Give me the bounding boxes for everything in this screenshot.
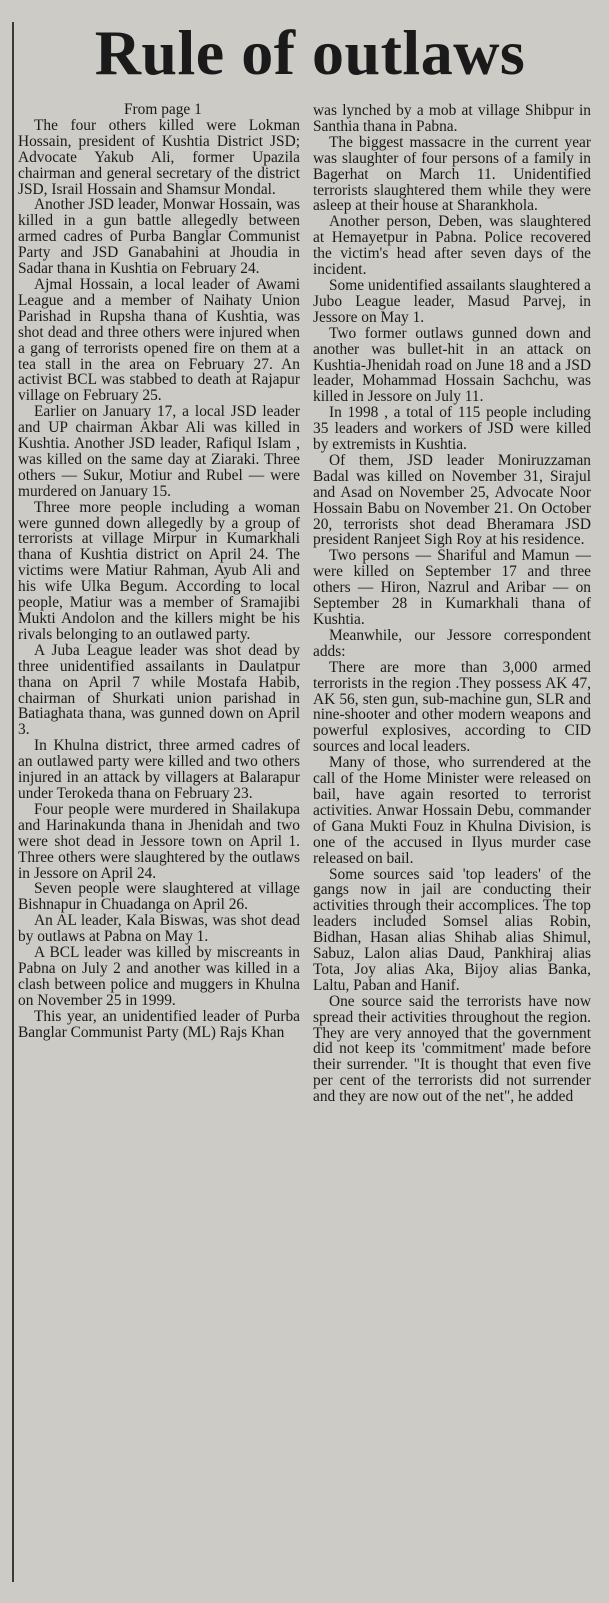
paragraph: The biggest massacre in the current year was slaughter of four persons of a family in Bagerhat on March 11. Unidentified terrorists slaughtered them while they were asleep at their house at Sharankhola.	[313, 133, 591, 215]
paragraph: Some unidentified assailants slaughtered a Jubo League leader, Masud Parvej, in Jessore on May 1.	[313, 276, 591, 326]
paragraph: Earlier on January 17, a local JSD leader and UP chairman Akbar Ali was killed in Kushtia. Another JSD leader, Rafiqul Islam , was killed on the same day at Ziaraki. Three others — Sukur, Motiur and Rubel — were murdered on January 15.	[18, 403, 300, 500]
left-column	[18, 102, 300, 1597]
paragraph: Of them, JSD leader Moniruzzaman Badal was killed on November 31, Sirajul and Asad on November 25, Advocate Noor Hossain Babu on November 21. On October 20, terrorists shot dead Bheramara JSD president Ranjeet Sigh Roy at his residence.	[313, 451, 591, 549]
paragraph: One source said the terrorists have now spread their activities throughout the region. They are very annoyed that the government did not keep its 'commitment' made before their surrender. "It is thought that even five per cent of the terrorists did not surrender and they are now out of the net", he added	[313, 992, 591, 1106]
paragraph: Two former outlaws gunned down and another was bullet-hit in an attack on Kushtia-Jhenidah road on June 18 and a JSD leader, Mohammad Hossain Sachchu, was killed in Jessore on July 11.	[313, 324, 591, 406]
paragraph: There are more than 3,000 armed terrorists in the region .They possess AK 47, AK 56, sten gun, sub-machine gun, SLR and nine-shooter and other modern weapons and powerful explosives, according to CID sources and local leaders.	[313, 658, 591, 756]
paragraph: Another JSD leader, Monwar Hossain, was killed in a gun battle allegedly between armed cadres of Purba Banglar Communist Party and JSD Ganabahini at Jhoudia in Sadar thana in Kushtia on February 24.	[18, 196, 300, 278]
paragraph: Some sources said 'top leaders' of the gangs now in jail are conducting their activities through their accomplices. The top leaders included Somsel alias Robin, Bidhan, Hasan alias Shihab alias Shimul, Sabuz, Lalon alias Daud, Pankhiraj alias Tota, Joy alias Aka, Bijoy alias Banka, Laltu, Paban and Hanif.	[313, 865, 591, 994]
paragraph: In Khulna district, three armed cadres of an outlawed party were killed and two others injured in an attack by villagers at Balarapur under Terokeda thana on February 23.	[18, 737, 300, 802]
paragraph: Three more people including a woman were gunned down allegedly by a group of terrorists at village Mirpur in Kumarkhali thana of Kushtia district on April 24. The victims were Matiur Rahman, Ayub Ali and his wife Ulka Begum. According to local people, Matiur was a member of Sramajibi Mukti Andolon and the killers might be his rivals belonging to an outlawed party.	[18, 498, 300, 643]
paragraph: The four others killed were Lokman Hossain, president of Kushtia District JSD; Advocate Yakub Ali, former Upazila chairman and general secretary of the district JSD, Israil Hossain and Shamsur Mondal.	[18, 116, 300, 198]
paragraph: Meanwhile, our Jessore correspondent adds:	[313, 626, 591, 660]
paragraph: Ajmal Hossain, a local leader of Awami League and a member of Naihaty Union Parishad in Rupsha thana of Kushtia, was shot dead and three others were injured when a gang of terrorists opened fire on them at a tea stall in the area on February 27. An activist BCL was stabbed to death at Rajapur village on February 25.	[18, 275, 300, 405]
paragraph: was lynched by a mob at village Shibpur in Santhia thana in Pabna.	[313, 103, 591, 135]
right-column	[313, 103, 591, 1598]
paragraph: In 1998 , a total of 115 people including 35 leaders and workers of JSD were killed by extremists in Kushtia.	[313, 404, 591, 454]
paragraph: This year, an unidentified leader of Purba Banglar Communist Party (ML) Rajs Khan	[18, 1007, 300, 1041]
paragraph: Two persons — Shariful and Mamun — were killed on September 17 and three others — Hiron, Nazrul and Aribar — on September 28 in Kumarkhali thana of Kushtia.	[313, 547, 591, 628]
continuation-note: From page 1	[124, 102, 202, 118]
paragraph: A BCL leader was killed by miscreants in Pabna on July 2 and another was killed in a clash between police and muggers in Khulna on November 25 in 1999.	[18, 944, 300, 1009]
paragraph: Four people were murdered in Shailakupa and Harinakunda thana in Jhenidah and two were shot dead in Jessore town on April 1. Three others were slaughtered by the outlaws in Jessore on April 24.	[18, 800, 300, 882]
paragraph: Another person, Deben, was slaughtered at Hemayetpur in Pabna. Police recovered the victim's head after seven days of the incident.	[313, 213, 591, 279]
paragraph: Many of those, who surrendered at the call of the Home Minister were released on bail, have again resorted to terrorist activities. Anwar Hossain Debu, commander of Gana Mukti Fouz in Khulna Division, is one of the accused in Ilyus murder case released on bail.	[313, 754, 591, 867]
headline: Rule of outlaws	[94, 17, 526, 88]
paragraph: Seven people were slaughtered at village Bishnapur in Chuadanga on April 26.	[18, 880, 300, 914]
paragraph: A Juba League leader was shot dead by three unidentified assailants in Daulatpur thana on April 7 while Mostafa Habib, chairman of Shurkati union parishad in Batiaghata thana, was gunned down on April 3.	[18, 641, 300, 739]
column-rule	[12, 22, 14, 1582]
paragraph: An AL leader, Kala Biswas, was shot dead by outlaws at Pabna on May 1.	[18, 912, 300, 946]
